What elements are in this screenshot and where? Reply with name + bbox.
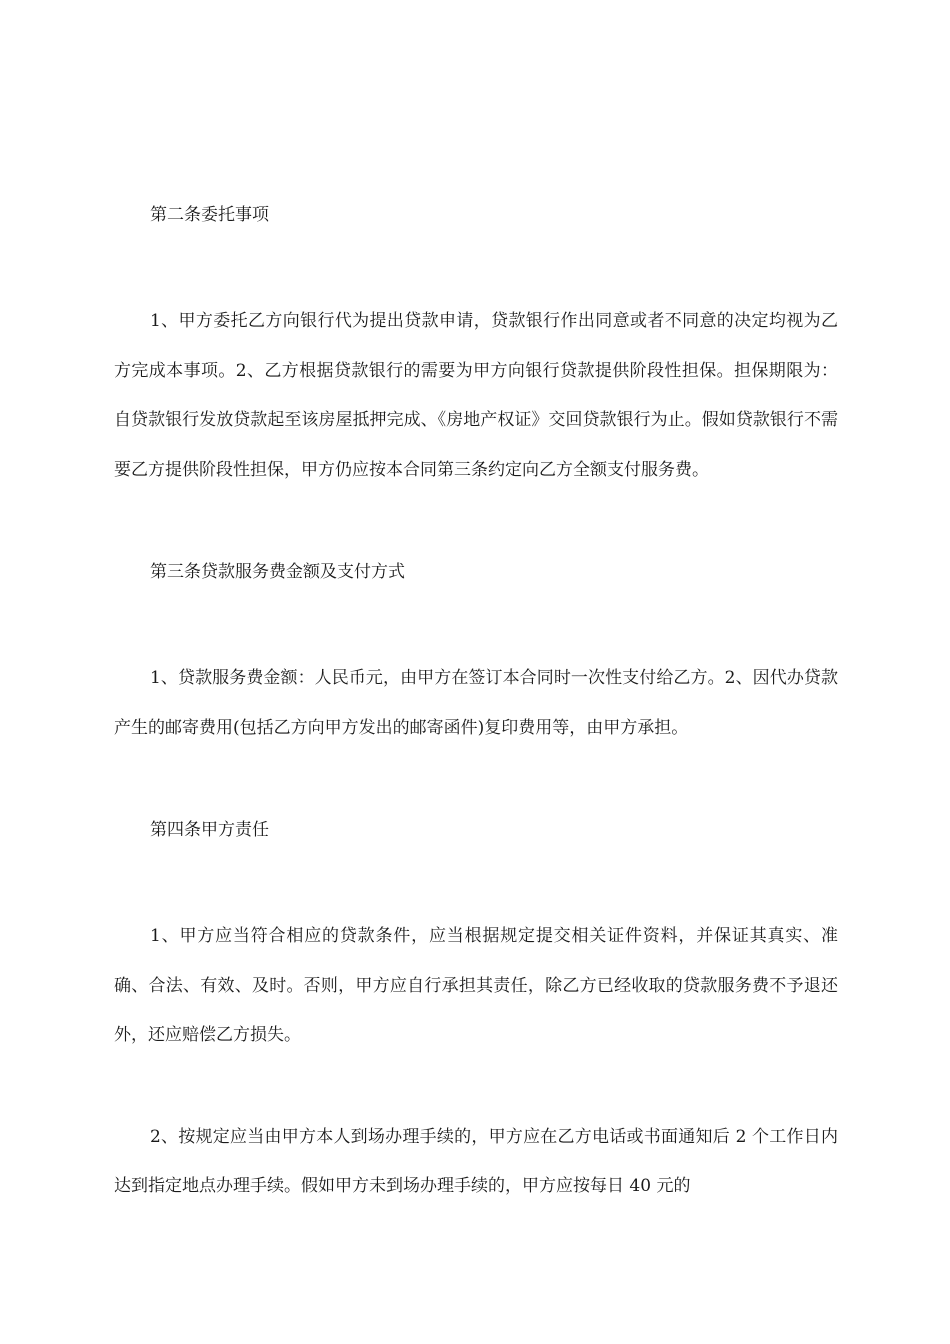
- section-heading-article-4: 第四条甲方责任: [150, 820, 269, 840]
- section-heading-article-2: 第二条委托事项: [150, 205, 269, 225]
- paragraph-article-2-items: 1、甲方委托乙方向银行代为提出贷款申请，贷款银行作出同意或者不同意的决定均视为乙方完成本事项。2、乙方根据贷款银行的需要为甲方向银行贷款提供阶段性担保。担保期限为：自贷款银行发放贷款起至该房屋抵押完成、《房地产权证》交回贷款银行为止。假如贷款银行不需要乙方提供阶段性担保，甲方仍应按本合同第三条约定向乙方全额支付服务费。: [114, 311, 838, 480]
- document-body: [114, 196, 838, 1212]
- paragraph-article-3-items: 1、贷款服务费金额：人民币元，由甲方在签订本合同时一次性支付给乙方。2、因代办贷款产生的邮寄费用(包括乙方向甲方发出的邮寄函件)复印费用等，由甲方承担。: [114, 668, 838, 738]
- paragraph-article-4-item-1: 1、甲方应当符合相应的贷款条件，应当根据规定提交相关证件资料，并保证其真实、准确、合法、有效、及时。否则，甲方应自行承担其责任，除乙方已经收取的贷款服务费不予退还外，还应赔偿乙方损失。: [114, 926, 838, 1045]
- paragraph-article-4-item-2: 2、按规定应当由甲方本人到场办理手续的，甲方应在乙方电话或书面通知后 2 个工作日内达到指定地点办理手续。假如甲方未到场办理手续的，甲方应按每日 40 元的: [114, 1126, 838, 1196]
- section-heading-article-3: 第三条贷款服务费金额及支付方式: [150, 562, 405, 582]
